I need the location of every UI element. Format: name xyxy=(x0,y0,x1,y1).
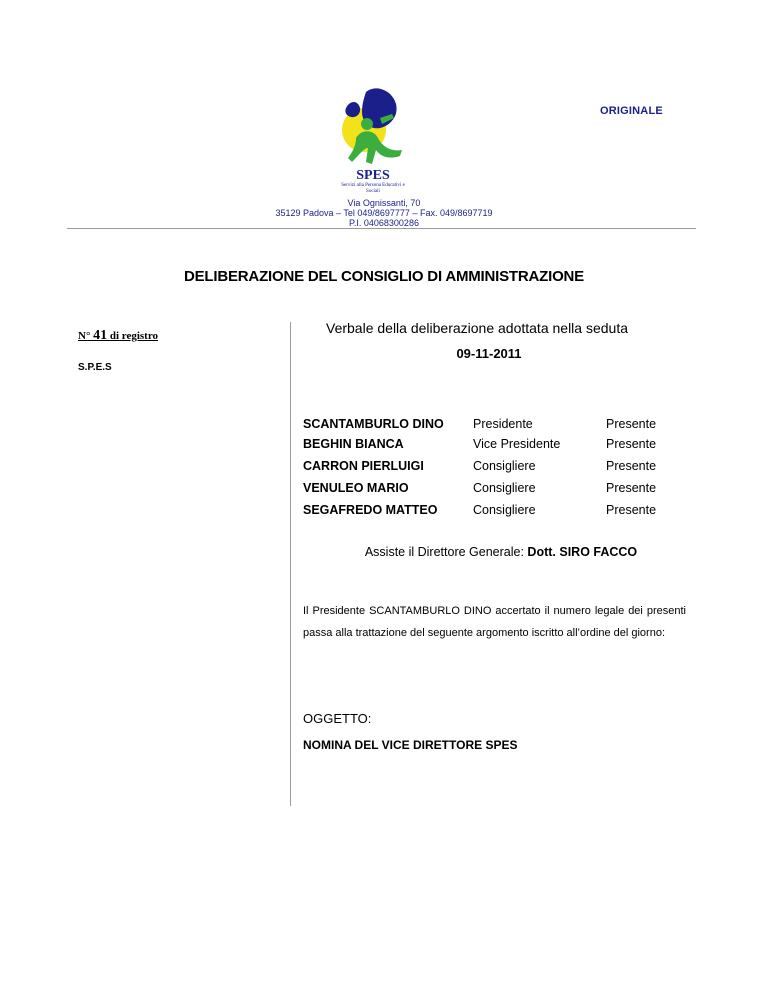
member-status: Presente xyxy=(606,437,657,451)
address-contacts: 35129 Padova – Tel 049/8697777 – Fax. 049/8697719 xyxy=(275,208,493,218)
member-row xyxy=(303,459,683,479)
register-value: 41 xyxy=(93,328,108,343)
member-status: Presente xyxy=(606,417,657,431)
register-suffix: di registro xyxy=(109,330,159,342)
logo-subtitle: Servizi alla Persona Educativi e Sociali xyxy=(341,183,405,194)
member-row xyxy=(303,503,683,523)
member-name: SEGAFREDO MATTEO xyxy=(303,503,438,517)
member-status: Presente xyxy=(606,481,657,495)
entity-name: S.P.E.S xyxy=(78,362,112,373)
member-role: Consigliere xyxy=(473,459,536,473)
assisting-director xyxy=(291,545,711,559)
member-role: Vice Presidente xyxy=(473,437,561,451)
member-name: VENULEO MARIO xyxy=(303,481,409,495)
address-vat: P.I. 04068300286 xyxy=(349,218,419,228)
member-row xyxy=(303,437,683,457)
register-number xyxy=(78,328,158,344)
member-name: SCANTAMBURLO DINO xyxy=(303,417,444,431)
member-name: CARRON PIERLUIGI xyxy=(303,459,424,473)
member-status: Presente xyxy=(606,503,657,517)
document-title: DELIBERAZIONE DEL CONSIGLIO DI AMMINISTRAZIONE xyxy=(184,268,584,285)
logo-name: SPES xyxy=(356,168,390,183)
vertical-divider xyxy=(290,322,291,806)
spes-logo xyxy=(336,78,410,180)
session-date: 09-11-2011 xyxy=(456,346,522,361)
member-role: Consigliere xyxy=(473,503,536,517)
intro-paragraph: Il Presidente SCANTAMBURLO DINO accertato il numero legale dei presenti passa alla trattazione del seguente argomento iscritto all’ordine del giorno: xyxy=(303,605,686,639)
header-divider xyxy=(67,228,696,229)
address-street: Via Ognissanti, 70 xyxy=(347,198,421,208)
director-name: Dott. SIRO FACCO xyxy=(527,545,638,559)
member-role: Presidente xyxy=(473,417,533,431)
member-row xyxy=(303,417,683,437)
register-prefix: N° xyxy=(78,330,91,342)
original-stamp: ORIGINALE xyxy=(600,105,663,117)
member-role: Consigliere xyxy=(473,481,536,495)
member-name: BEGHIN BIANCA xyxy=(303,437,404,451)
member-status: Presente xyxy=(606,459,657,473)
oggetto-text: NOMINA DEL VICE DIRETTORE SPES xyxy=(303,738,518,752)
verbale-heading: Verbale della deliberazione adottata nella seduta xyxy=(326,320,629,336)
oggetto-label: OGGETTO: xyxy=(303,711,372,726)
member-row xyxy=(303,481,683,501)
assiste-label: Assiste il Direttore Generale: xyxy=(364,545,524,559)
